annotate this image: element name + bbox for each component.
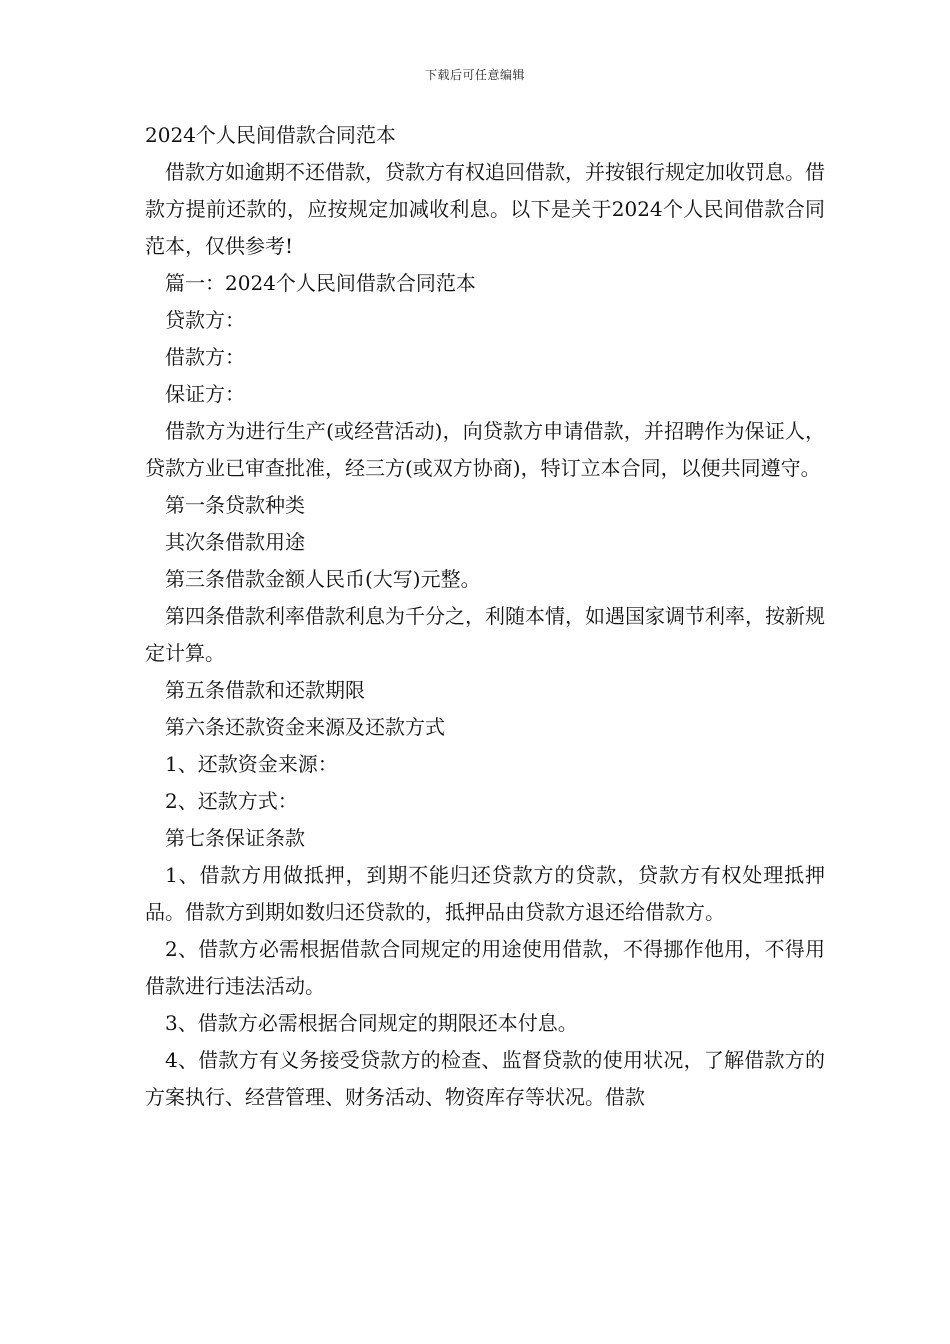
paragraph-article-7-item-3: 3、借款方必需根据合同规定的期限还本付息。 [165,1011,578,1035]
paragraph-article-5: 第五条借款和还款期限 [165,678,365,702]
document-body [145,117,825,1116]
paragraph-guarantor: 保证方： [165,382,245,406]
paragraph-preamble: 借款方为进行生产(或经营活动)，向贷款方申请借款，并招聘作为保证人，贷款方业已审查批准，经三方(或双方协商)，特订立本合同，以便共同遵守。 [145,419,825,480]
paragraph-article-7-item-4: 4、借款方有义务接受贷款方的检查、监督贷款的使用状况，了解借款方的方案执行、经营管理、财务活动、物资库存等状况。借款 [145,1048,825,1109]
paragraph-article-3: 第三条借款金额人民币(大写)元整。 [165,567,481,591]
document-title: 2024个人民间借款合同范本 [145,123,396,147]
paragraph-article-7-item-2: 2、借款方必需根据借款合同规定的用途使用借款，不得挪作他用，不得用借款进行违法活动。 [145,937,825,998]
page-header: 下载后可任意编辑 [424,68,525,82]
paragraph-article-4: 第四条借款利率借款利息为千分之，利随本情，如遇国家调节利率，按新规定计算。 [145,604,825,665]
paragraph-borrower: 借款方： [165,345,245,369]
paragraph-article-1: 第一条贷款种类 [165,493,305,517]
paragraph-section-heading: 篇一：2024个人民间借款合同范本 [165,271,476,295]
paragraph-article-6: 第六条还款资金来源及还款方式 [165,715,445,739]
paragraph-article-7: 第七条保证条款 [165,826,305,850]
paragraph-article-2: 其次条借款用途 [165,530,305,554]
paragraph-article-6-item-2: 2、还款方式： [165,789,298,813]
paragraph-article-7-item-1: 1、借款方用做抵押，到期不能归还贷款方的贷款，贷款方有权处理抵押品。借款方到期如数归还贷款的，抵押品由贷款方退还给借款方。 [145,863,825,924]
paragraph-intro: 借款方如逾期不还借款，贷款方有权追回借款，并按银行规定加收罚息。借款方提前还款的，应按规定加减收利息。以下是关于2024个人民间借款合同范本，仅供参考! [145,160,825,258]
paragraph-article-6-item-1: 1、还款资金来源： [165,752,338,776]
paragraph-lender: 贷款方： [165,308,245,332]
